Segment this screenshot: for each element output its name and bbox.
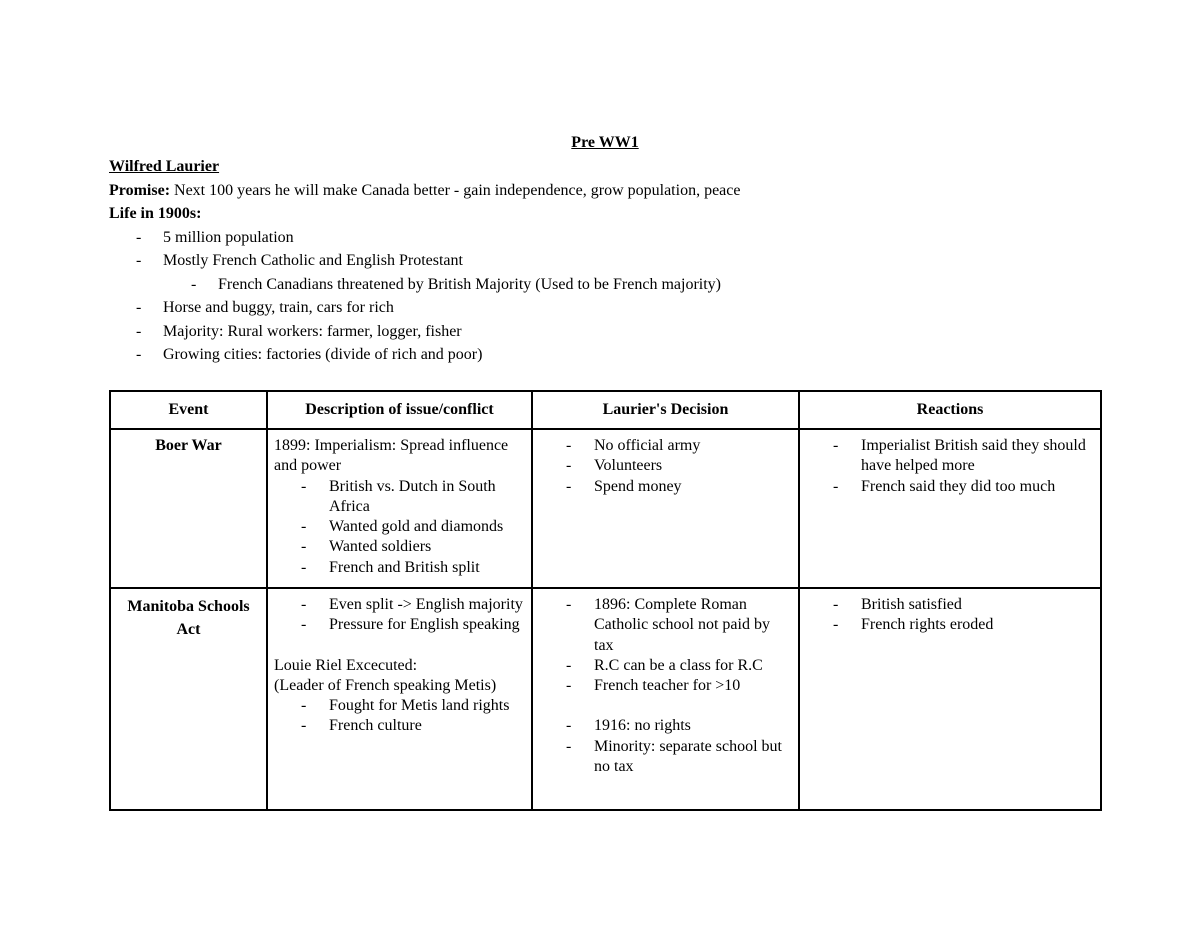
list-item: - Wanted soldiers [301,538,432,556]
table-row [110,429,1101,588]
life-list [109,226,1101,367]
list-item: - R.C can be a class for R.C [566,656,763,674]
reactions-cell [799,588,1101,810]
list-item: - French and British split [301,558,480,576]
life-heading: Life in 1900s: [109,205,202,222]
list-item: - Mostly French Catholic and English Protestant [136,252,463,269]
list-item: - 1916: no rights [566,717,691,735]
description-cell [267,429,532,588]
list-item: - Spend money [566,477,682,495]
list-item: - French teacher for >10 [566,677,741,695]
decision-list [539,716,792,777]
list-item: - Fought for Metis land rights [301,697,510,715]
promise-label: Promise: [109,181,171,199]
table-header-row [110,391,1101,429]
document-page [109,131,1101,367]
list-item: - Minority: separate school but no tax [566,737,782,776]
list-item: - French rights eroded [833,616,994,634]
spacer [274,636,525,656]
reactions-cell [799,429,1101,588]
table-row [110,588,1101,810]
event-cell: Manitoba Schools Act [110,588,267,810]
list-item: - Horse and buggy, train, cars for rich [136,299,394,316]
list-item: - British satisfied [833,596,962,613]
description-list [274,477,525,578]
list-item: - Even split -> English majority [301,596,523,613]
list-item: - Growing cities: factories (divide of rich and poor) [136,346,483,363]
page-title: Pre WW1 [571,134,639,151]
description-text: Louie Riel Excecuted: [274,656,418,674]
events-table [109,390,1102,811]
column-header-decision: Laurier's Decision [532,391,799,429]
decision-cell [532,429,799,588]
event-cell: Boer War [110,429,267,588]
column-header-reactions: Reactions [799,391,1101,429]
decision-cell [532,588,799,810]
decision-list [539,595,792,696]
list-item: - British vs. Dutch in South Africa [301,477,496,515]
list-item: - Volunteers [566,457,663,475]
list-item: - Pressure for English speaking [301,616,520,634]
description-intro: 1899: Imperialism: Spread influence and power [274,437,509,475]
column-header-description: Description of issue/conflict [267,391,532,429]
description-list [274,696,525,737]
list-item: - French culture [301,717,422,735]
decision-list [539,436,792,497]
list-item: - Wanted gold and diamonds [301,518,504,536]
list-item: - 1896: Complete Roman Catholic school not paid by tax [566,596,770,654]
section-heading: Wilfred Laurier [109,158,220,175]
list-item: - Majority: Rural workers: farmer, logger, fisher [136,322,462,340]
reactions-list [806,436,1094,497]
promise-line [109,179,1101,203]
list-item: - No official army [566,437,701,454]
description-cell [267,588,532,810]
list-item: - French said they did too much [833,477,1056,495]
spacer [539,696,792,716]
promise-text: Next 100 years he will make Canada better - gain independence, grow population, peace [170,181,741,199]
column-header-event: Event [110,391,267,429]
list-item: - 5 million population [136,228,294,246]
description-text: (Leader of French speaking Metis) [274,676,497,694]
reactions-list [806,595,1094,636]
list-item: - Imperialist British said they should have helped more [833,437,1086,475]
list-item-nested: - French Canadians threatened by British Majority (Used to be French majority) [191,275,721,293]
description-list [274,595,525,636]
